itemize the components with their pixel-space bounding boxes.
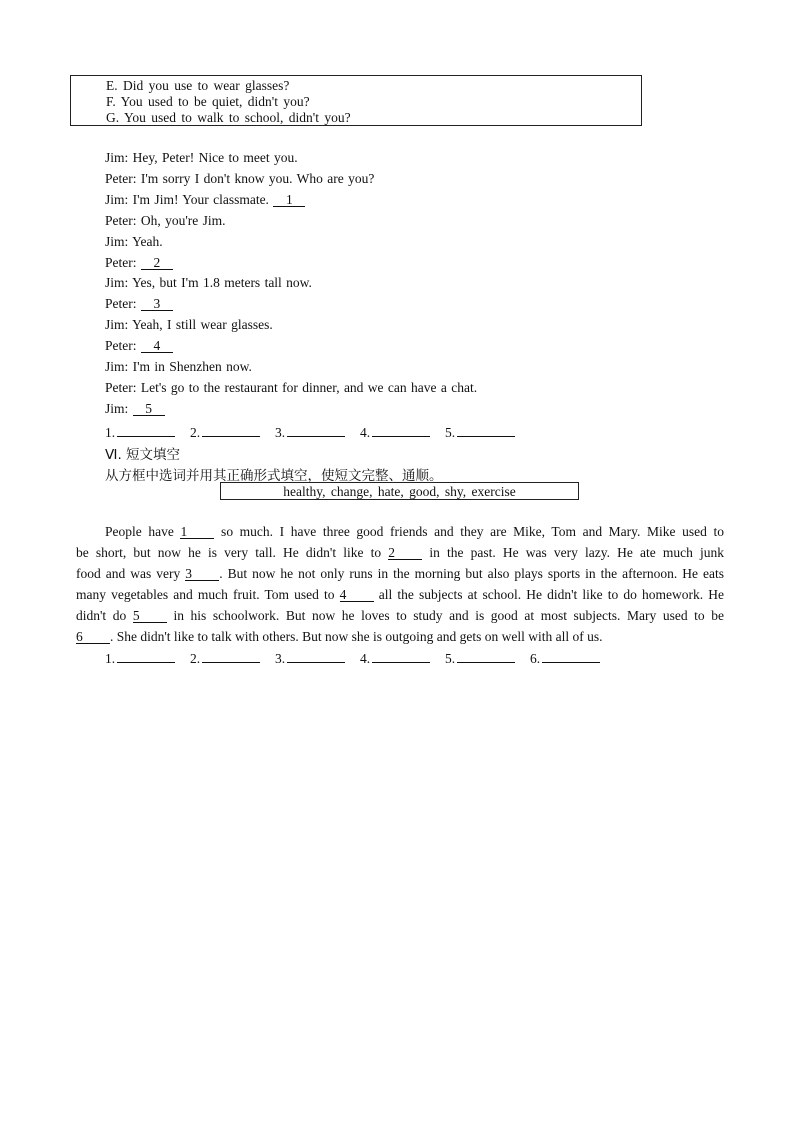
answer-blank[interactable] [190, 650, 260, 667]
answer-blank[interactable] [360, 650, 430, 667]
answer-blank[interactable] [275, 650, 345, 667]
answer-underline[interactable] [457, 650, 515, 663]
answer-blank[interactable] [105, 650, 175, 667]
dialogue-line [105, 213, 226, 229]
answer-blank[interactable] [190, 424, 260, 441]
answer-blank[interactable] [530, 650, 600, 667]
passage-text: . She didn't like to talk with others. But now she is outgoing and gets on well with all of us. [110, 629, 603, 644]
passage-text: in the past. He was very lazy. He ate much junk [422, 545, 725, 560]
passage [76, 521, 724, 647]
passage-text: food and was very [76, 566, 186, 581]
dialogue-text: Peter: I'm sorry I don't know you. Who are you? [105, 171, 375, 186]
passage-line [76, 605, 724, 626]
blank-1: 1 [273, 193, 305, 207]
answer-number: 5. [445, 651, 456, 666]
dialogue-text: Jim: Yes, but I'm 1.8 meters tall now. [105, 275, 312, 290]
blank-2: 2 [141, 256, 173, 270]
dialogue-text: Peter: [105, 338, 141, 353]
blank-6: 6 [76, 630, 110, 644]
answer-number: 3. [275, 425, 286, 440]
dialogue-text: Peter: Let's go to the restaurant for dinner, and we can have a chat. [105, 380, 478, 395]
passage-line [76, 563, 724, 584]
blank-4: 4 [340, 588, 374, 602]
answer-blank[interactable] [105, 424, 175, 441]
dialogue-line [105, 192, 305, 208]
passage-line [76, 584, 724, 605]
dialogue-line [105, 338, 173, 354]
answer-number: 2. [190, 425, 201, 440]
dialogue-text: Jim: Yeah. [105, 234, 163, 249]
blank-2: 2 [388, 546, 422, 560]
answer-number: 1. [105, 425, 116, 440]
answer-blank[interactable] [360, 424, 430, 441]
answer-blank[interactable] [445, 650, 515, 667]
dialogue-line [105, 171, 374, 187]
passage-line [76, 542, 724, 563]
blank-1: 1 [180, 525, 214, 539]
dialogue-line [105, 275, 312, 291]
answer-underline[interactable] [202, 650, 260, 663]
answer-number: 2. [190, 651, 201, 666]
blank-5: 5 [133, 402, 165, 416]
blank-3: 3 [185, 567, 219, 581]
option-g: G. You used to walk to school, didn't you? [106, 110, 351, 125]
blank-4: 4 [141, 339, 173, 353]
blank-3: 3 [141, 297, 173, 311]
dialogue-text: Jim: Yeah, I still wear glasses. [105, 317, 273, 332]
answer-underline[interactable] [202, 424, 260, 437]
dialogue-line [105, 317, 273, 333]
answer-underline[interactable] [372, 650, 430, 663]
option-e: E. Did you use to wear glasses? [106, 78, 290, 93]
dialogue-line [105, 296, 173, 312]
passage-text: . But now he not only runs in the morning but also plays sports in the afternoon. He eats [219, 566, 724, 581]
answer-blank[interactable] [275, 424, 345, 441]
passage-text: People have [105, 524, 181, 539]
dialogue-text: Peter: [105, 255, 141, 270]
options-box [70, 75, 642, 126]
passage-text: in his schoolwork. But now he loves to study and is good at most subjects. Mary used to be [166, 608, 725, 623]
dialogue-text: Peter: Oh, you're Jim. [105, 213, 226, 228]
passage-text: many vegetables and much fruit. Tom used to [76, 587, 340, 602]
passage-line [76, 521, 724, 542]
answer-number: 4. [360, 651, 371, 666]
dialogue-line [105, 380, 477, 396]
answer-blank[interactable] [445, 424, 515, 441]
passage-text: be short, but now he is very tall. He didn't like to [76, 545, 389, 560]
option-f: F. You used to be quiet, didn't you? [106, 94, 310, 109]
answer-underline[interactable] [542, 650, 600, 663]
dialogue-line [105, 234, 163, 250]
section-instruction: 从方框中选词并用其正确形式填空，使短文完整、通顺。 [105, 468, 443, 484]
passage-text: so much. I have three good friends and they are Mike, Tom and Mary. Mike used to [214, 524, 724, 539]
answer-number: 3. [275, 651, 286, 666]
answer-underline[interactable] [117, 424, 175, 437]
dialogue-line [105, 255, 173, 271]
answer-underline[interactable] [372, 424, 430, 437]
answer-underline[interactable] [287, 424, 345, 437]
blank-5: 5 [133, 609, 167, 623]
dialogue-text: Jim: Hey, Peter! Nice to meet you. [105, 150, 298, 165]
answer-number: 4. [360, 425, 371, 440]
answer-number: 6. [530, 651, 541, 666]
dialogue-text: Jim: I'm in Shenzhen now. [105, 359, 252, 374]
passage-text: all the subjects at school. He didn't like to do homework. He [373, 587, 724, 602]
word-box: healthy, change, hate, good, shy, exercise [220, 482, 579, 500]
section-title: Ⅵ. 短文填空 [105, 447, 181, 463]
answer-underline[interactable] [287, 650, 345, 663]
dialogue-line [105, 150, 298, 166]
passage-text: didn't do [76, 608, 133, 623]
dialogue-line [105, 359, 252, 375]
dialogue-text: Peter: [105, 296, 141, 311]
dialogue-text: Jim: [105, 401, 133, 416]
answer-underline[interactable] [117, 650, 175, 663]
answer-number: 1. [105, 651, 116, 666]
dialogue-line [105, 401, 165, 417]
answer-underline[interactable] [457, 424, 515, 437]
dialogue-text: Jim: I'm Jim! Your classmate. [105, 192, 274, 207]
passage-line [76, 626, 724, 647]
answer-number: 5. [445, 425, 456, 440]
